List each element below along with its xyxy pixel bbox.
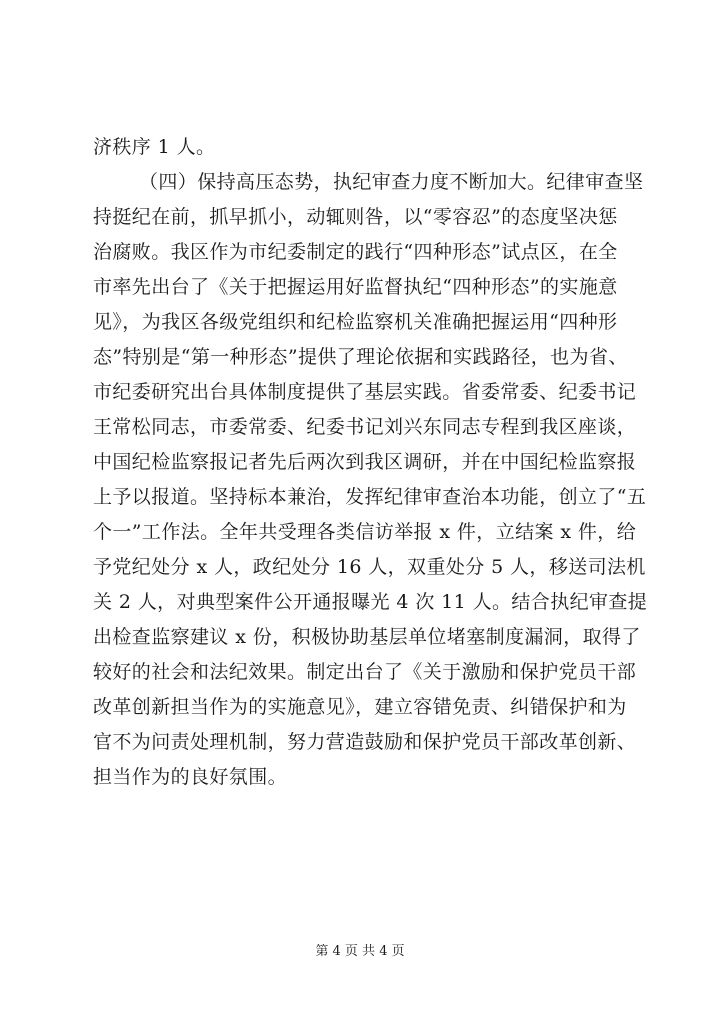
text-line: 官不为问责处理机制，努力营造鼓励和保护党员干部改革创新、 (93, 731, 637, 753)
page-number: 第 4 页 共 4 页 (315, 944, 405, 959)
text-line: 见》，为我区各级党组织和纪检监察机关准确把握运用“四种形 (93, 311, 618, 333)
body-text (93, 130, 648, 795)
text-line: 治腐败。我区作为市纪委制定的践行“四种形态”试点区，在全 (93, 241, 618, 263)
text-line: 予党纪处分 x 人，政纪处分 16 人，双重处分 5 人，移送司法机 (93, 556, 646, 578)
text-line: 上予以报道。坚持标本兼治，发挥纪律审查治本功能，创立了“五 (93, 486, 647, 508)
text-line: 态”特别是“第一种形态”提供了理论依据和实践路径，也为省、 (93, 346, 628, 368)
text-line: 市纪委研究出台具体制度提供了基层实践。省委常委、纪委书记 (93, 381, 637, 403)
text-line: 济秩序 1 人。 (93, 136, 216, 158)
text-line: 改革创新担当作为的实施意见》，建立容错免责、纠错保护和为 (93, 696, 627, 718)
text-line: 较好的社会和法纪效果。制定出台了《关于激励和保护党员干部 (93, 661, 637, 683)
text-line: 个一”工作法。全年共受理各类信访举报 x 件，立结案 x 件，给 (93, 521, 637, 543)
text-line: 持挺纪在前，抓早抓小，动辄则咎，以“零容忍”的态度坚决惩 (93, 206, 618, 228)
text-line: 王常松同志，市委常委、纪委书记刘兴东同志专程到我区座谈， (93, 416, 637, 438)
text-line: 市率先出台了《关于把握运用好监督执纪“四种形态”的实施意 (93, 276, 618, 298)
text-line: 出检查监察建议 x 份，积极协助基层单位堵塞制度漏洞，取得了 (93, 626, 641, 648)
text-line: 中国纪检监察报记者先后两次到我区调研，并在中国纪检监察报 (93, 451, 637, 473)
text-line: 关 2 人，对典型案件公开通报曝光 4 次 11 人。结合执纪审查提 (93, 591, 648, 613)
page-footer (0, 940, 720, 959)
text-line: （四）保持高压态势，执纪审查力度不断加大。纪律审查坚 (139, 171, 644, 193)
text-line: 担当作为的良好氛围。 (93, 766, 288, 788)
